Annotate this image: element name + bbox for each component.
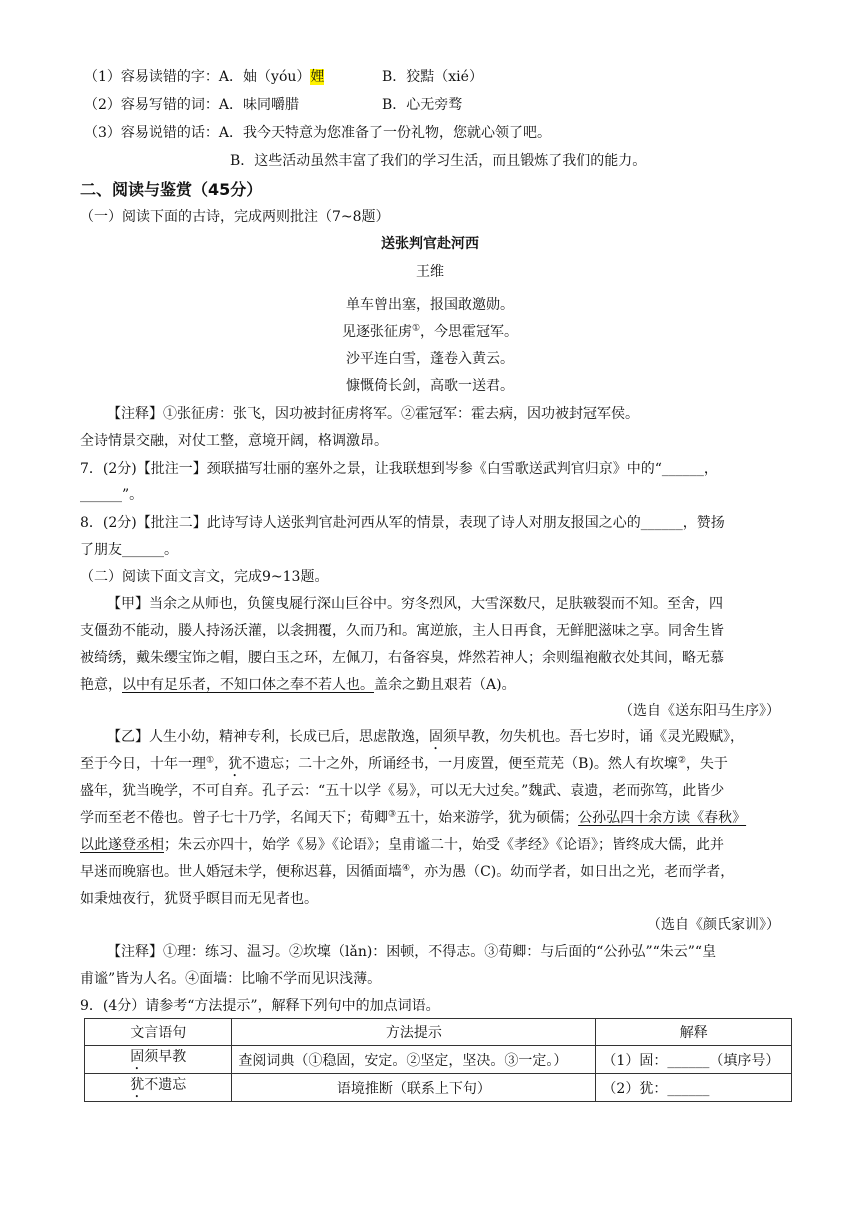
poem-note: 【注释】①张征虏：张飞，因功被封征虏将军。②霍冠军：霍去病，因功被封冠军侯。: [107, 406, 639, 422]
poem-line-2-a: 见逐张征虏: [341, 324, 412, 340]
yi-line-4-a: 学而至老不倦也。曾子七十乃学，名闻天下；荀卿: [80, 810, 388, 826]
poem-title: 送张判官赴河西: [381, 236, 479, 252]
table-cell-method: 语境推断（联系上下句）: [232, 1074, 596, 1102]
table-row: [85, 1074, 792, 1102]
footnote-mark: ④: [402, 863, 411, 874]
dotted-word-you: 犹: [130, 1077, 145, 1093]
yi-line-7: 如秉烛夜行，犹贤乎瞑目而无见者也。: [80, 891, 318, 907]
yi-line-6-a: 早迷而晚寤也。世人婚冠未学，便称迟暮，因循面墙: [80, 864, 402, 880]
table-header: 方法提示: [232, 1019, 596, 1046]
q1-option-b: B．狡黠（xié）: [382, 69, 483, 85]
yi-underlined-sentence-part-1: 公孙弘四十余方读《春秋》: [578, 810, 747, 826]
q1-label: （1）容易读错的字：A．: [84, 69, 244, 85]
yi-line-6-b: ，亦为愚（C)。幼而学者，如日出之光，老而学者，: [410, 864, 735, 880]
yi-line-4-b: 五十，始来游学，犹为硕儒；: [396, 810, 579, 826]
q1-line: [84, 66, 324, 86]
q3-option-b: B．这些活动虽然丰富了我们的学习生活，而且锻炼了我们的能力。: [230, 153, 647, 169]
yi-line-4: [80, 807, 746, 827]
part1-intro: （一）阅读下面的古诗，完成两则批注（7~8题）: [80, 209, 390, 225]
q2-option-b: B．心无旁骛: [382, 97, 463, 113]
table-cell-sentence: [85, 1046, 232, 1074]
yi-line-2: [80, 753, 728, 780]
poem-author: 王维: [416, 264, 444, 280]
yi-line-5: [80, 834, 724, 854]
poem-line-3: 沙平连白雪，蓬卷入黄云。: [346, 351, 514, 367]
yi-line-5-b: ；朱云亦四十，始学《易》《论语》；皇甫谧二十，始受《孝经》《论语》；皆终成大儒，此并: [164, 837, 724, 853]
q8-line-2: 了朋友______。: [80, 542, 178, 558]
jia-line-4-a: 艳意，: [80, 677, 122, 693]
q9-prompt: 9．(4分）请参考“方法提示”，解释下列句中的加点词语。: [80, 998, 440, 1014]
table-header: 解释: [596, 1019, 792, 1046]
poem-summary: 全诗情景交融，对仗工整，意境开阔，格调激昂。: [80, 433, 388, 449]
table-row: [85, 1046, 792, 1074]
yi-note-line-2: 甫谧”皆为人名。④面墙：比喻不学而见识浅薄。: [80, 971, 382, 987]
q7-line-2: ______”。: [80, 487, 144, 503]
yi-line-2-b: ，: [214, 756, 229, 772]
table-cell-answer: （2）犹：______: [596, 1074, 792, 1102]
poem-line-2: [0, 321, 860, 341]
yi-line-1: [107, 726, 744, 753]
yi-line-3: 盛年，犹当晚学，不可自弃。孔子云：“五十以学《易》，可以无大过矣。”魏武、袁遗，老而弥笃，此皆少: [80, 783, 725, 799]
footnote-mark: ③: [388, 809, 397, 820]
table-cell-sentence: [85, 1074, 232, 1102]
jia-line-1: 【甲】当余之从师也，负箧曳屣行深山巨谷中。穷冬烈风，大雪深数尺，足肤皲裂而不知。至舍，四: [107, 596, 723, 612]
yi-underlined-sentence-part-2: 以此遂登丞相: [80, 837, 164, 853]
yi-line-6: [80, 861, 734, 881]
jia-underlined-sentence: 以中有足乐者，不知口体之奉不若人也。: [122, 677, 374, 693]
yi-line-1-b: 须早教，勿失机也。吾七岁时，诵《灵光殿赋》，: [443, 729, 744, 745]
q9-table: [84, 1018, 792, 1102]
footnote-mark: ①: [206, 755, 215, 766]
poem-line-2-b: ，今思霍冠军。: [420, 324, 519, 340]
yi-line-2-d: ，失于: [685, 756, 728, 772]
q7-line-1: 7．(2分)【批注一】颈联描写壮丽的塞外之景，让我联想到岑参《白雪歌送武判官归京》中的“______，: [80, 461, 718, 477]
yi-line-1-a: 【乙】人生小幼，精神专利，长成已后，思虑散逸，: [107, 729, 429, 745]
yi-note-line-1: 【注释】①理：练习、温习。②坎壈（lǎn)：困顿，不得志。③荀卿：与后面的“公孙弘”“朱云”“皇: [107, 944, 717, 960]
jia-line-4: [80, 674, 516, 694]
dotted-word-gu: 固: [130, 1049, 145, 1065]
q1-a-text: 妯（yóu）: [243, 69, 311, 85]
yi-source: （选自《颜氏家训》）: [647, 917, 780, 933]
footnote-mark: ②: [677, 755, 686, 766]
jia-line-3: 被绮绣，戴朱缨宝饰之帽，腰白玉之环，左佩刀，右备容臭，烨然若神人；余则缊袍敝衣处其间，略无慕: [80, 650, 724, 666]
poem-line-1: 单车曾出塞，报国敢邀勋。: [346, 297, 514, 313]
jia-line-4-b: 盖余之勤且艰若（A)。: [374, 677, 516, 693]
part2-intro: （二）阅读下面文言文，完成9~13题。: [80, 569, 329, 585]
yi-line-2-c: 不遗忘；二十之外，所诵经书，一月废置，便至荒芜（B)。然人有坎壈: [242, 756, 678, 772]
jia-source: （选自《送东阳马生序》）: [619, 703, 780, 719]
q8-line-1: 8．(2分)【批注二】此诗写诗人送张判官赴河西从军的情景，表现了诗人对朋友报国之心的______，赞扬: [80, 515, 725, 531]
dotted-word-gu: 固: [429, 729, 443, 745]
q2-line: （2）容易写错的词：A．味同嚼腊: [84, 97, 300, 113]
table-header: 文言语句: [85, 1019, 232, 1046]
table-header-row: [85, 1019, 792, 1046]
footnote-1-mark: ①: [411, 323, 421, 334]
sentence-rest: 须早教: [144, 1049, 187, 1065]
section-heading: 二、阅读与鉴赏（45分）: [80, 180, 263, 199]
q3-line: （3）容易说错的话：A．我今天特意为您准备了一份礼物，您就心领了吧。: [84, 125, 552, 141]
yi-line-2-a: 至于今日，十年一理: [80, 756, 206, 772]
q1-a-highlight: 娌: [310, 69, 325, 85]
jia-line-2: 支僵劲不能动，媵人持汤沃灌，以衾拥覆，久而乃和。寓逆旅，主人日再食，无鲜肥滋味之享。同舍生皆: [80, 623, 724, 639]
sentence-rest: 不遗忘: [144, 1077, 187, 1093]
poem-line-4: 慷慨倚长剑，高歌一送君。: [346, 378, 514, 394]
table-cell-answer: （1）固：______（填序号）: [596, 1046, 792, 1074]
table-cell-method: 查阅词典（①稳固，安定。②坚定，坚决。③一定。）: [232, 1046, 596, 1074]
dotted-word-you: 犹: [228, 756, 243, 772]
